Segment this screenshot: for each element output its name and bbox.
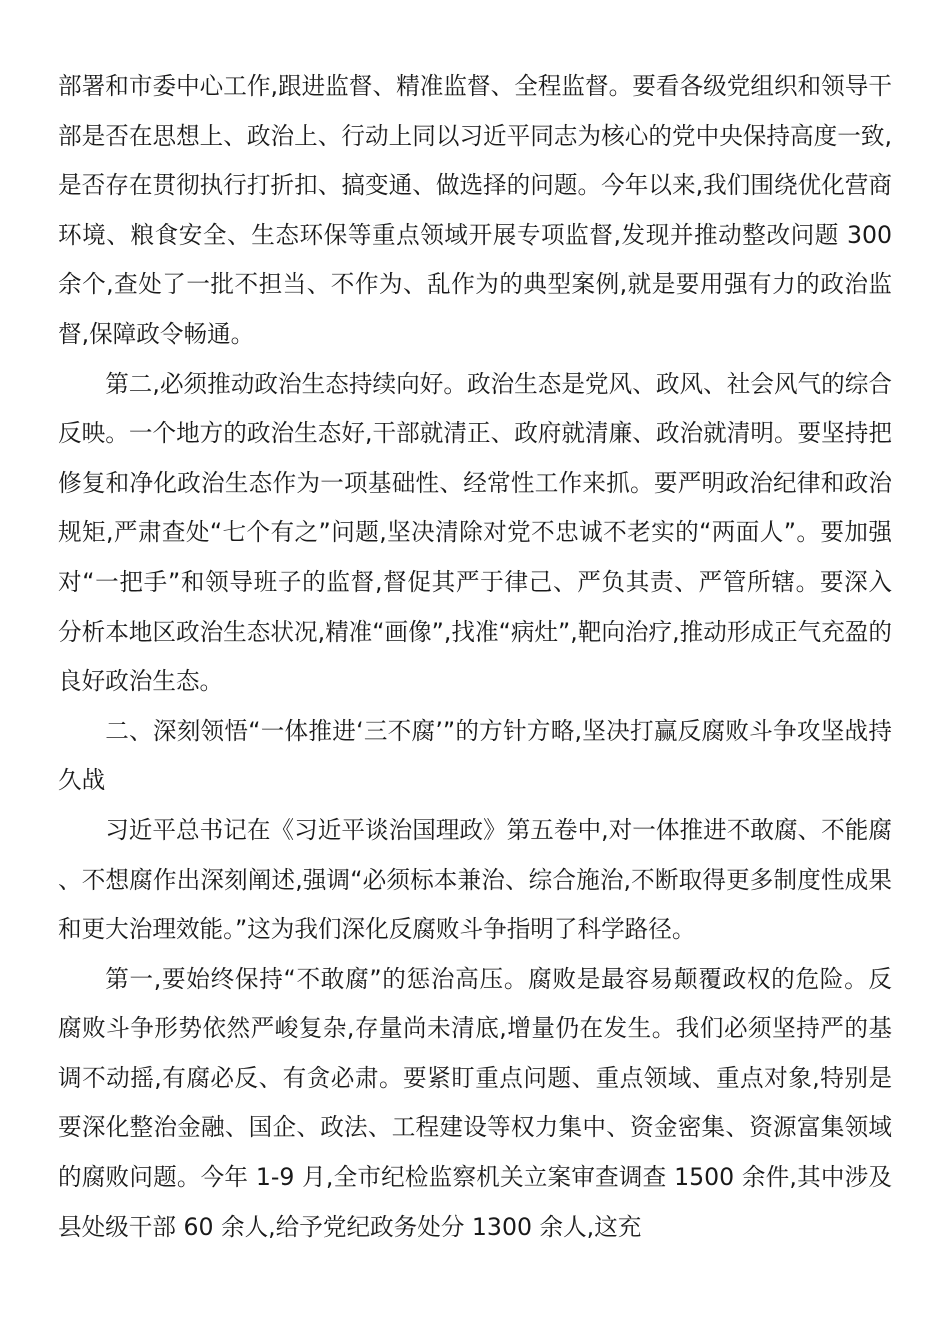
section-heading-two: 二、深刻领悟“一体推进‘三不腐’”的方针方略,坚决打赢反腐败斗争攻坚战持久战 (58, 716, 892, 795)
document-page (58, 62, 892, 1252)
body-paragraph-continuation: 部署和市委中心工作,跟进监督、精准监督、全程监督。要看各级党组织和领导干部是否在思想上、政治上、行动上同以习近平同志为核心的党中央保持高度一致,是否存在贯彻执行打折扣、搞变通、做选择的问题。今年以来,我们围绕优化营商环境、粮食安全、生态环保等重点领域开展专项监督,发现并推动整改问题 300 余个,查处了一批不担当、不作为、乱作为的典型案例,就是要用强有力的政治监督,保障政令畅通。 (58, 72, 892, 348)
body-paragraph-intro: 习近平总书记在《习近平谈治国理政》第五卷中,对一体推进不敢腐、不能腐、不想腐作出深刻阐述,强调“必须标本兼治、综合施治,不断取得更多制度性成果和更大治理效能。”这为我们深化反腐败斗争指明了科学路径。 (58, 815, 892, 944)
body-paragraph-first-point: 第一,要始终保持“不敢腐”的惩治高压。腐败是最容易颠覆政权的危险。反腐败斗争形势依然严峻复杂,存量尚未清底,增量仍在发生。我们必须坚持严的基调不动摇,有腐必反、有贪必肃。要紧盯重点问题、重点领域、重点对象,特别是要深化整治金融、国企、政法、工程建设等权力集中、资金密集、资源富集领域的腐败问题。今年 1-9 月,全市纪检监察机关立案审查调查 1500 余件,其中涉及县处级干部 60 余人,给予党纪政务处分 1300 余人,这充 (58, 964, 892, 1241)
body-paragraph-political-ecology: 第二,必须推动政治生态持续向好。政治生态是党风、政风、社会风气的综合反映。一个地方的政治生态好,干部就清正、政府就清廉、政治就清明。要坚持把修复和净化政治生态作为一项基础性、经常性工作来抓。要严明政治纪律和政治规矩,严肃查处“七个有之”问题,坚决清除对党不忠诚不老实的“两面人”。要加强对“一把手”和领导班子的监督,督促其严于律己、严负其责、严管所辖。要深入分析本地区政治生态状况,精准“画像”,找准“病灶”,靶向治疗,推动形成正气充盈的良好政治生态。 (58, 369, 892, 696)
